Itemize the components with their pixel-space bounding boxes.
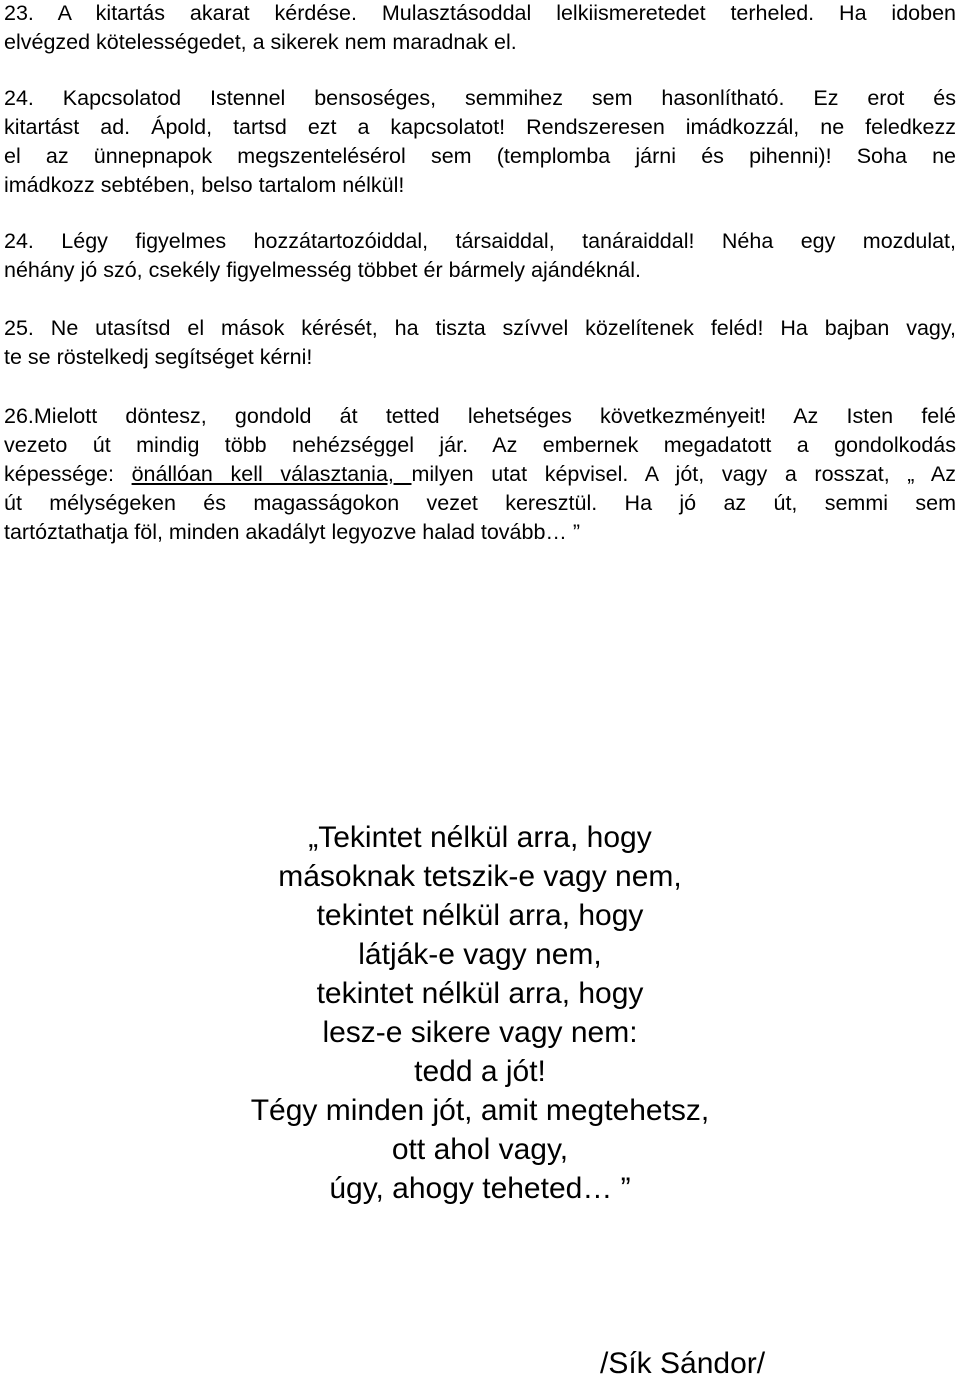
paragraph-26	[4, 402, 956, 547]
paragraph-line: vezeto út mindig több nehézséggel jár. Az embernek megadatott a gondolkodás	[4, 433, 956, 457]
poem-line: „Tekintet nélkül arra, hogy	[308, 821, 652, 854]
paragraph-line: tartóztathatja föl, minden akadályt legyozve halad tovább… ”	[4, 520, 581, 544]
underlined-text: önállóan kell választania,	[131, 462, 412, 486]
paragraph-line: kitartást ad. Ápold, tartsd ezt a kapcsolatot! Rendszeresen imádkozzál, ne feledkezz	[4, 115, 956, 139]
poem-line: Tégy minden jót, amit megtehetsz,	[250, 1094, 710, 1127]
paragraph-line: elvégzed kötelességedet, a sikerek nem maradnak el.	[4, 30, 517, 54]
author-signature: /Sík Sándor/	[600, 1347, 766, 1380]
paragraph-line: néhány jó szó, csekély figyelmesség többet ér bármely ajándéknál.	[4, 258, 641, 282]
paragraph-line: 24. Kapcsolatod Istennel bensoséges, semmihez sem hasonlítható. Ez erot és	[4, 86, 956, 110]
line-text: milyen utat képvisel. A jót, vagy a rosszat, „ Az	[411, 462, 956, 486]
paragraph-line: 25. Ne utasítsd el mások kérését, ha tiszta szívvel közelítenek feléd! Ha bajban vagy,	[4, 316, 956, 340]
paragraph-line: út mélységeken és magasságokon vezet keresztül. Ha jó az út, semmi sem	[4, 491, 956, 515]
paragraph-25	[4, 314, 956, 372]
poem-line: látják-e vagy nem,	[358, 938, 602, 971]
paragraph-line: 23. A kitartás akarat kérdése. Mulasztásoddal lelkiismeretedet terheled. Ha idoben	[4, 1, 956, 25]
poem-line: tedd a jót!	[414, 1055, 546, 1088]
paragraph-line: el az ünnepnapok megszentelésérol sem (templomba járni és pihenni)! Soha ne	[4, 144, 956, 168]
poem-line: tekintet nélkül arra, hogy	[316, 977, 644, 1010]
paragraph-line: te se röstelkedj segítséget kérni!	[4, 345, 313, 369]
paragraph-24-kapcsolatod	[4, 84, 956, 200]
paragraph-line	[4, 460, 956, 489]
poem-line: úgy, ahogy teheted… ”	[329, 1172, 631, 1205]
line-text: képessége:	[4, 462, 132, 486]
paragraph-line: 26.Mielott döntesz, gondold át tetted lehetséges következményeit! Az Isten felé	[4, 404, 956, 428]
paragraph-23	[4, 0, 956, 57]
paragraph-24-figyelmes	[4, 227, 956, 285]
poem	[0, 818, 960, 1208]
paragraph-line: imádkozz sebtében, belso tartalom nélkül!	[4, 173, 405, 197]
poem-line: tekintet nélkül arra, hogy	[316, 899, 644, 932]
poem-line: másoknak tetszik-e vagy nem,	[278, 860, 682, 893]
paragraph-line: 24. Légy figyelmes hozzátartozóiddal, társaiddal, tanáraiddal! Néha egy mozdulat,	[4, 229, 956, 253]
poem-line: ott ahol vagy,	[391, 1133, 569, 1166]
poem-line: lesz-e sikere vagy nem:	[322, 1016, 638, 1049]
